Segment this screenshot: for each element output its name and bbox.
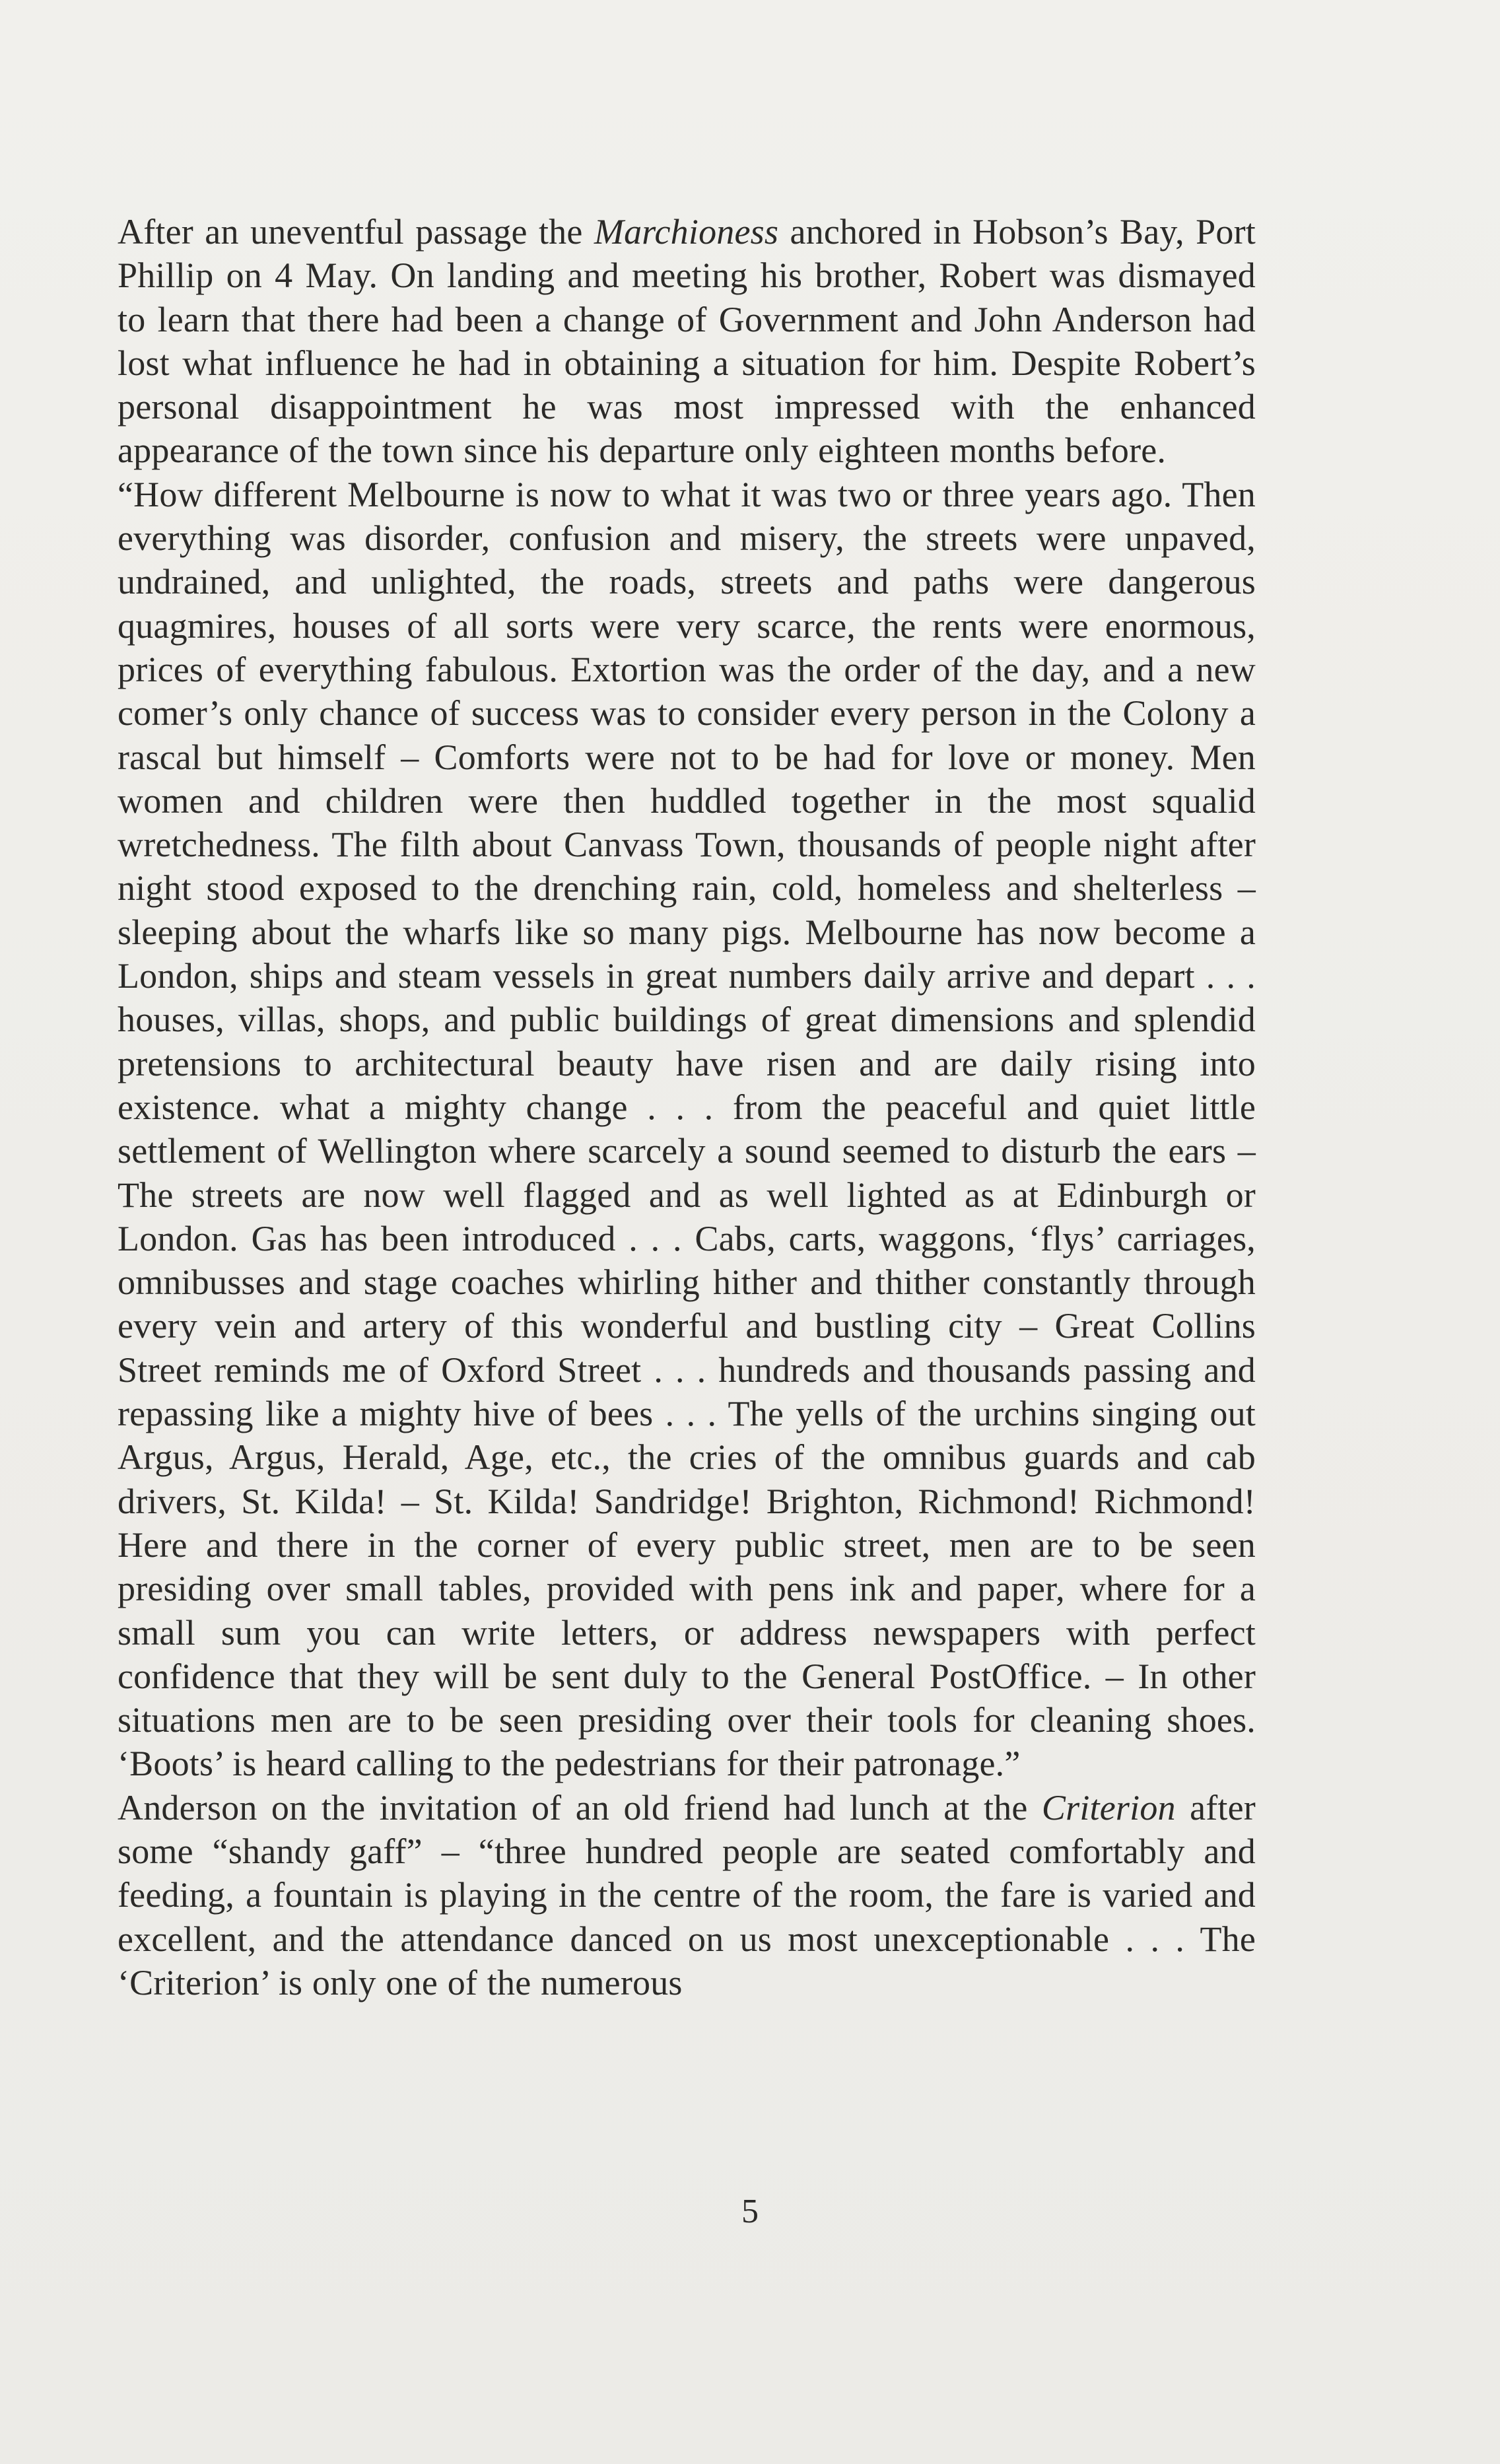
ship-name-marchioness: Marchioness xyxy=(594,212,779,252)
paragraph-1 xyxy=(118,210,1256,473)
paragraph-3 xyxy=(118,1786,1256,2004)
page-number: 5 xyxy=(741,2193,759,2230)
paragraph-3-text-b: after some “shandy gaff” – “three hundred people are seated comfortably and feeding, a fountain is playing in the centre of the room, the fare is varied and excellent, and the attendance danced on us most unexceptionable . . . The ‘Criterion’ is only one of the numerous xyxy=(118,1787,1256,2002)
paragraph-3-text-a: Anderson on the invitation of an old friend had lunch at the xyxy=(118,1787,1042,1828)
body-text xyxy=(118,210,1256,2004)
paragraph-2-quotation xyxy=(118,473,1256,1786)
paragraph-1-text-b: anchored in Hobson’s Bay, Port Phillip on 4 May. On landing and meeting his brother, Robert was dismayed to learn that there had been a change of Government and John Anderson had lost what influence he had in obtaining a situation for him. Despite Robert’s personal disappointment he was most impressed with the enhanced appearance of the town since his departure only eighteen months before. xyxy=(118,212,1256,471)
paragraph-2-text: “How different Melbourne is now to what it was two or three years ago. Then everything was disorder, confusion and misery, the streets were unpaved, undrained, and unlighted, the roads, streets and paths were dangerous quagmires, houses of all sorts were very scarce, the rents were enormous, prices of everything fabulous. Extortion was the order of the day, and a new comer’s only chance of success was to consider every person in the Colony a rascal but himself – Comforts were not to be had for love or money. Men women and children were then huddled together in the most squalid wretchedness. The filth about Canvass Town, thousands of people night after night stood exposed to the drenching rain, cold, homeless and shelterless – sleeping about the wharfs like so many pigs. Melbourne has now become a London, ships and steam vessels in great numbers daily arrive and depart . . . houses, villas, shops, and public buildings of great dimensions and splendid pretensions to architectural beauty have risen and are daily rising into existence. what a mighty change . . . from the peaceful and quiet little settlement of Wellington where scarcely a sound seemed to disturb the ears – The streets are now well flagged and as well lighted as at Edinburgh or London. Gas has been introduced . . . Cabs, carts, waggons, ‘flys’ carriages, omnibusses and stage coaches whirling hither and thither constantly through every vein and artery of this wonderful and bustling city – Great Collins Street reminds me of Oxford Street . . . hundreds and thousands passing and repassing like a mighty hive of bees . . . The yells of the urchins singing out Argus, Argus, Herald, Age, etc., the cries of the omnibus guards and cab drivers, St. Kilda! – St. Kilda! Sandridge! Brighton, Richmond! Richmond! Here and there in the corner of every public street, men are to be seen presiding over small tables, provided with pens ink and paper, where for a small sum you can write letters, or address newspapers with perfect confidence that they will be sent duly to the General PostOffice. – In other situations men are to be seen presiding over their tools for cleaning shoes. ‘Boots’ is heard calling to the pedestrians for their patronage.” xyxy=(118,474,1256,1784)
paragraph-1-text-a: After an uneventful passage the xyxy=(118,212,594,252)
restaurant-name-criterion: Criterion xyxy=(1041,1787,1176,1828)
